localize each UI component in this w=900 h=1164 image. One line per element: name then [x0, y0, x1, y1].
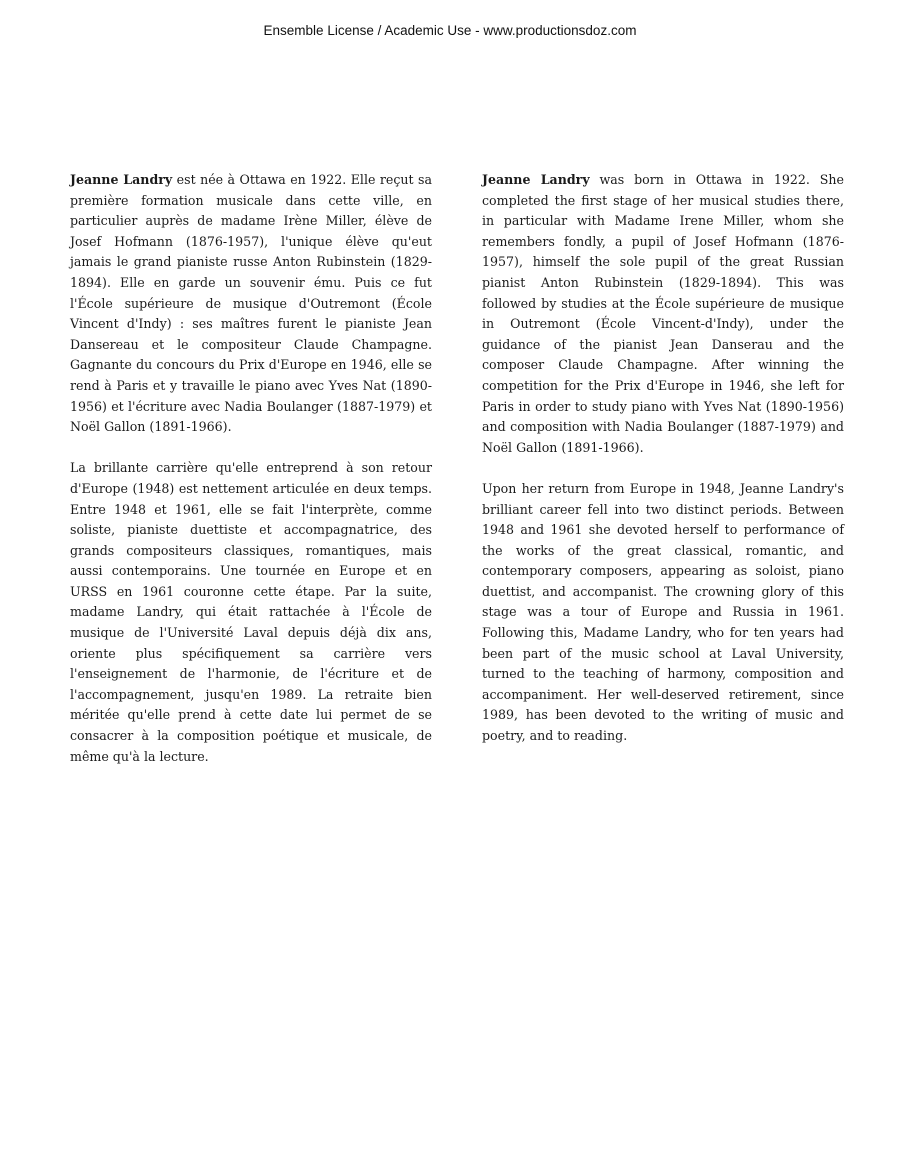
- french-subject-name: Jeanne Landry: [70, 172, 173, 187]
- english-paragraph-2: Upon her return from Europe in 1948, Jeanne Landry's brilliant career fell into two distinct periods. Between 1948 and 1961 she devoted herself to performance of the works of the great classical, romantic, and contemporary composers, appearing as soloist, piano duettist, and accompanist. The crowning glory of this stage was a tour of Europe and Russia in 1961. Following this, Madame Landry, who for ten years had been part of the music school at Laval University, turned to the teaching of harmony, composition and accompaniment. Her well-deserved retirement, since 1989, has been devoted to the writing of music and poetry, and to reading.: [482, 480, 844, 744]
- english-biography-column: [482, 170, 844, 767]
- french-paragraph-2: La brillante carrière qu'elle entreprend à son retour d'Europe (1948) est nettement articulée en deux temps. Entre 1948 et 1961, elle se fait l'interprète, comme soliste, pianiste duettiste et accompagnatrice, des grands compositeurs classiques, romantiques, mais aussi contemporains. Une tournée en Europe et en URSS en 1961 couronne cette étape. Par la suite, madame Landry, qui était rattachée à l'École de musique de l'Université Laval depuis déjà dix ans, oriente plus spécifiquement sa carrière vers l'enseignement de l'harmonie, de l'écriture et de l'accompagnement, jusqu'en 1989. La retraite bien méritée qu'elle prend à cette date lui permet de se consacrer à la composition poétique et musicale, de même qu'à la lecture.: [70, 460, 432, 764]
- english-subject-name: Jeanne Landry: [482, 172, 590, 187]
- french-paragraph-1: [70, 170, 432, 438]
- english-paragraph-1-text: was born in Ottawa in 1922. She completed the first stage of her musical studies there, in particular with Madame Irene Miller, whom she remembers fondly, a pupil of Josef Hofmann (1876-1957), himself the sole pupil of the great Russian pianist Anton Rubinstein (1829-1894). This was followed by studies at the École supérieure de musique in Outremont (École Vincent-d'Indy), under the guidance of the pianist Jean Danserau and the composer Claude Champagne. After winning the competition for the Prix d'Europe in 1946, she left for Paris in order to study piano with Yves Nat (1890-1956) and composition with Nadia Boulanger (1887-1979) and Noël Gallon (1891-1966).: [482, 172, 844, 455]
- english-paragraph-1: [482, 170, 844, 458]
- french-paragraph-1-text: est née à Ottawa en 1922. Elle reçut sa première formation musicale dans cette ville, en particulier auprès de madame Irène Miller, élève de Josef Hofmann (1876-1957), l'unique élève qu'eut jamais le grand pianiste russe Anton Rubinstein (1829-1894). Elle en garde un souvenir ému. Puis ce fut l'École supérieure de musique d'Outremont (École Vincent d'Indy) : ses maîtres furent le pianiste Jean Dansereau et le compositeur Claude Champagne. Gagnante du concours du Prix d'Europe en 1946, elle se rend à Paris et y travaille le piano avec Yves Nat (1890-1956) et l'écriture avec Nadia Boulanger (1887-1979) et Noël Gallon (1891-1966).: [70, 172, 432, 435]
- license-header: Ensemble License / Academic Use - www.productionsdoz.com: [263, 23, 637, 38]
- french-biography-column: [70, 170, 432, 788]
